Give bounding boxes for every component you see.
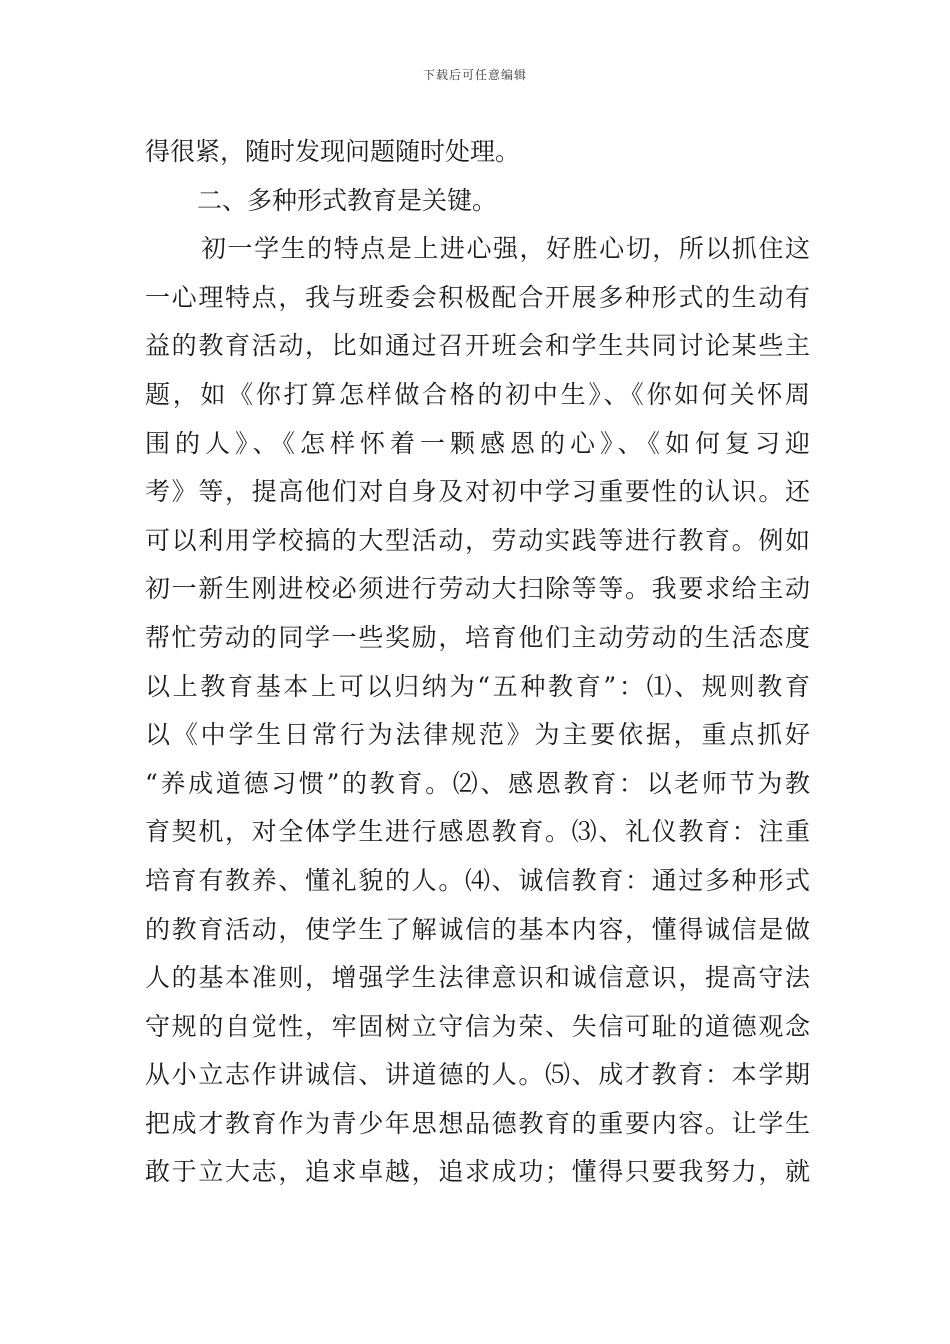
- text-line: 帮忙劳动的同学一些奖励，培育他们主动劳动的生活态度: [145, 622, 810, 652]
- text-line: 初一学生的特点是上进心强，好胜心切，所以抓住这: [201, 234, 810, 264]
- text-line: 可以利用学校搞的大型活动，劳动实践等进行教育。例如: [145, 525, 810, 555]
- text-line: 考》等，提高他们对自身及对初中学习重要性的认识。还: [145, 477, 810, 507]
- text-line: 育契机，对全体学生进行感恩教育。⑶、礼仪教育：注重: [145, 817, 810, 847]
- text-line: 从小立志作讲诚信、讲道德的人。⑸、成才教育：本学期: [145, 1060, 810, 1090]
- text-line: 初一新生刚进校必须进行劳动大扫除等等。我要求给主动: [145, 574, 810, 604]
- text-line: 益的教育活动，比如通过召开班会和学生共同讨论某些主: [145, 331, 810, 361]
- text-line: “养成道德习惯”的教育。⑵、感恩教育：以老师节为教: [145, 768, 810, 798]
- text-line: 以《中学生日常行为法律规范》为主要依据，重点抓好: [145, 720, 810, 750]
- text-line: 把成才教育作为青少年思想品德教育的重要内容。让学生: [145, 1108, 810, 1138]
- text-line: 以上教育基本上可以归纳为“五种教育”：⑴、规则教育: [145, 671, 810, 701]
- text-line: 围的人》、《怎样怀着一颗感恩的心》、《如何复习迎: [145, 428, 810, 458]
- text-line: 的教育活动，使学生了解诚信的基本内容，懂得诚信是做: [145, 914, 810, 944]
- text-line: 题，如《你打算怎样做合格的初中生》、《你如何关怀周: [145, 379, 810, 409]
- text-line: 敢于立大志，追求卓越，追求成功；懂得只要我努力，就: [145, 1157, 810, 1187]
- text-line: 守规的自觉性，牢固树立守信为荣、失信可耻的道德观念: [145, 1011, 810, 1041]
- text-line: 得很紧，随时发现问题随时处理。: [145, 137, 521, 166]
- document-body: [145, 128, 810, 1197]
- text-line: 培育有教养、懂礼貌的人。⑷、诚信教育：通过多种形式: [145, 865, 810, 895]
- text-line: 人的基本准则，增强学生法律意识和诚信意识，提高守法: [145, 963, 810, 993]
- page-header: 下载后可任意编辑: [422, 68, 527, 82]
- section-heading: 二、多种形式教育是关键。: [197, 185, 498, 215]
- text-line: 一心理特点，我与班委会积极配合开展多种形式的生动有: [145, 282, 810, 312]
